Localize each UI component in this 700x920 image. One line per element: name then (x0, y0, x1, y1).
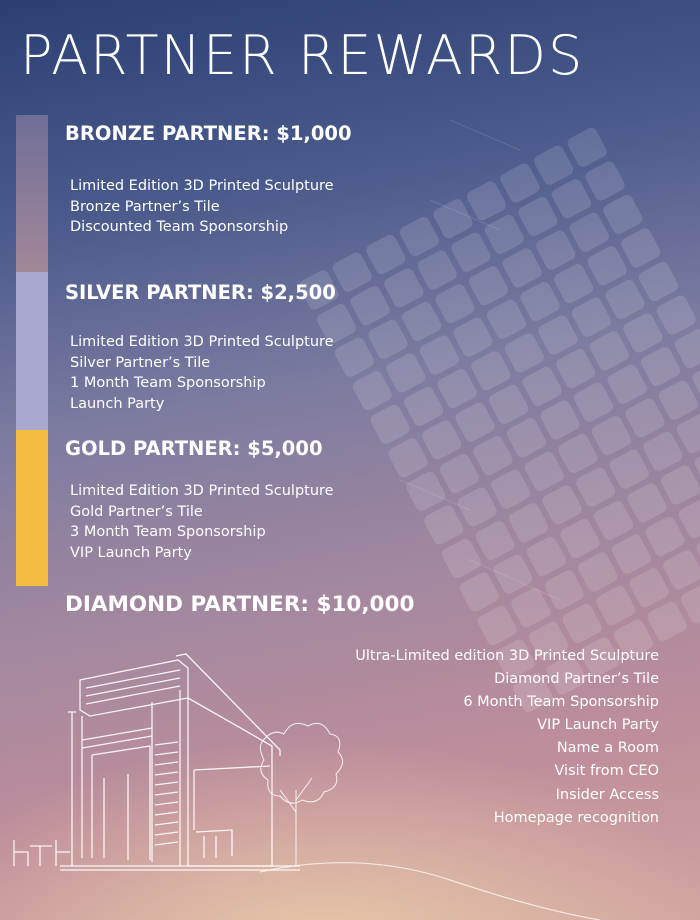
pattern-tile (637, 260, 680, 303)
building-sketch (14, 654, 300, 870)
list-item: Insider Access (555, 786, 659, 803)
pattern-tile (440, 537, 483, 580)
bronze-color-bar (16, 115, 48, 272)
pattern-tile (416, 248, 459, 291)
pattern-tile (655, 293, 698, 336)
pattern-tile (509, 586, 552, 629)
pattern-tile (402, 385, 445, 428)
tree-sketch (260, 723, 342, 866)
pattern-tile (556, 432, 599, 475)
diamond-perk-list (355, 645, 659, 830)
list-item: Launch Party (70, 395, 165, 412)
pattern-tile (605, 363, 648, 406)
pattern-tile (418, 333, 461, 376)
pattern-tile (538, 398, 581, 441)
pattern-tile (543, 568, 586, 611)
pattern-tile (588, 329, 631, 372)
pattern-tile (351, 369, 394, 412)
pattern-tile (558, 517, 601, 560)
gold-perk-list (70, 481, 334, 563)
tile-pattern (297, 126, 700, 715)
pattern-tile (525, 535, 568, 578)
bronze-perk-list (70, 176, 334, 238)
pattern-tile (540, 483, 583, 526)
pattern-tile (469, 349, 512, 392)
pattern-tile (438, 452, 481, 495)
pattern-tile (433, 282, 476, 325)
list-item: Visit from CEO (554, 763, 659, 780)
pattern-tile (566, 126, 609, 169)
pattern-tile (623, 396, 666, 439)
pattern-tile (465, 179, 508, 222)
diamond-heading: DIAMOND PARTNER: $10,000 (65, 592, 415, 617)
pattern-tile (458, 570, 501, 613)
silver-color-bar (16, 272, 48, 430)
list-item: Diamond Partner’s Tile (494, 671, 659, 688)
pattern-tile (523, 450, 566, 493)
pattern-tile (583, 159, 626, 202)
gold-heading: GOLD PARTNER: $5,000 (65, 437, 323, 460)
pattern-tile (382, 266, 425, 309)
pattern-tile (516, 195, 559, 238)
pattern-tile (608, 448, 651, 491)
pattern-tile (498, 161, 541, 204)
pattern-tile (521, 365, 564, 408)
pattern-tile (585, 244, 628, 287)
pattern-tile (505, 416, 548, 459)
pattern-tile (601, 193, 644, 236)
list-item: Silver Partner’s Tile (70, 354, 211, 371)
bronze-heading: BRONZE PARTNER: $1,000 (65, 122, 352, 145)
list-item: Gold Partner’s Tile (70, 503, 203, 520)
pattern-tile (507, 501, 550, 544)
gold-color-bar (16, 430, 48, 586)
pattern-tile (453, 400, 496, 443)
list-item: Limited Edition 3D Printed Sculpture (70, 483, 334, 499)
pattern-tile (400, 300, 443, 343)
pattern-tile (366, 318, 409, 361)
pattern-tile (483, 213, 526, 256)
pattern-tile (398, 215, 441, 258)
pattern-tile (574, 465, 617, 508)
list-item: Limited Edition 3D Printed Sculpture (70, 178, 334, 194)
pattern-tile (639, 345, 682, 388)
list-item: 3 Month Team Sponsorship (70, 524, 266, 540)
silver-heading: SILVER PARTNER: $2,500 (65, 281, 336, 304)
pattern-tile (451, 316, 494, 359)
pattern-tile (568, 211, 611, 254)
pattern-tile (503, 331, 546, 374)
pattern-tile (349, 284, 392, 327)
list-item: Discounted Team Sponsorship (70, 219, 289, 235)
pattern-tile (518, 280, 561, 323)
pattern-tile (485, 298, 528, 341)
pattern-tile (610, 533, 653, 576)
pattern-tile (625, 481, 668, 524)
list-item: VIP Launch Party (537, 717, 659, 734)
pattern-tile (641, 430, 684, 473)
pattern-tile (386, 436, 429, 479)
pattern-tile (331, 251, 374, 294)
pattern-tile (534, 228, 577, 271)
pattern-tile (603, 278, 646, 321)
pattern-tile (643, 515, 686, 558)
silver-perk-list (70, 332, 334, 414)
pattern-tile (436, 367, 479, 410)
pattern-tile (628, 566, 671, 609)
pattern-tile (532, 144, 575, 187)
pattern-tile (536, 313, 579, 356)
list-item: Limited Edition 3D Printed Sculpture (70, 334, 334, 350)
pattern-tile (594, 584, 637, 627)
list-item: Homepage recognition (493, 809, 659, 826)
list-item: Bronze Partner’s Tile (70, 198, 220, 215)
pattern-tile (489, 468, 532, 511)
pattern-tile (576, 550, 619, 593)
pattern-tile (554, 347, 597, 390)
pattern-tile (560, 602, 603, 645)
pattern-tile (621, 311, 664, 354)
pattern-tile (645, 600, 688, 643)
pattern-tile (570, 296, 613, 339)
pattern-tile (333, 336, 376, 379)
pattern-tile (364, 233, 407, 276)
ground-line (260, 863, 600, 920)
pattern-tile (476, 604, 519, 647)
pattern-tile (659, 463, 700, 506)
pattern-tile (491, 553, 534, 596)
list-item: Ultra-Limited edition 3D Printed Sculpture (355, 648, 659, 664)
pattern-tile (422, 503, 465, 546)
pattern-tile (590, 414, 633, 457)
pattern-tile (552, 262, 595, 305)
pattern-tile (473, 519, 516, 562)
list-item: 1 Month Team Sponsorship (70, 375, 266, 391)
list-item: 6 Month Team Sponsorship (463, 694, 659, 711)
list-item: Name a Room (556, 740, 659, 757)
pattern-tile (501, 246, 544, 289)
pattern-tile (368, 403, 411, 446)
pattern-tile (550, 177, 593, 220)
pattern-tile (449, 231, 492, 274)
page-title: PARTNER REWARDS (20, 24, 585, 87)
pattern-tile (619, 226, 662, 269)
pattern-tile (467, 264, 510, 307)
list-item: VIP Launch Party (70, 544, 192, 561)
pattern-tile (420, 418, 463, 461)
pattern-tile (471, 434, 514, 477)
pattern-tile (592, 499, 635, 542)
pattern-tile (661, 548, 700, 591)
pattern-tile (657, 378, 700, 421)
pattern-tile (572, 381, 615, 424)
pattern-tile (384, 351, 427, 394)
pattern-tile (487, 383, 530, 426)
